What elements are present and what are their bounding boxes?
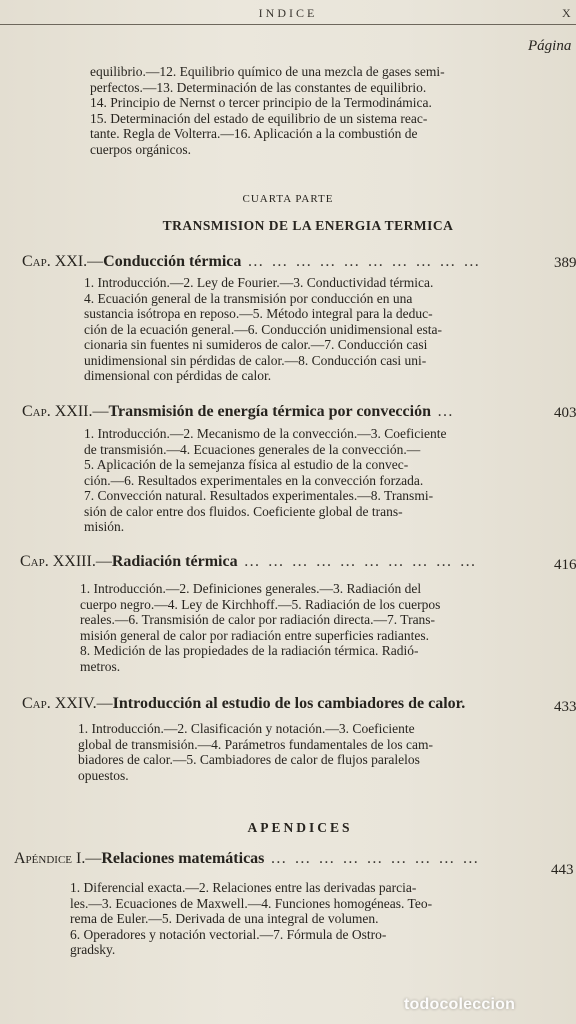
summary-line: biadores de calor.—5. Cambiadores de calor de flujos paralelos <box>78 752 420 767</box>
summary-line: rema de Euler.—5. Derivada de una integral de volumen. <box>70 911 379 926</box>
chapter-page-number: 416 <box>554 557 576 573</box>
appendix-summary-i <box>70 880 548 958</box>
appendix-heading-i <box>14 850 524 868</box>
chapter-number: Cap. XXII.— <box>22 403 109 420</box>
chapter-number: Cap. XXIV.— <box>22 695 113 712</box>
summary-line: equilibrio.—12. Equilibrio químico de una mezcla de gases semi- <box>90 64 445 79</box>
summary-line: perfectos.—13. Determinación de las constantes de equilibrio. <box>90 79 427 95</box>
summary-line: les.—3. Ecuaciones de Maxwell.—4. Funciones homogéneas. Teo- <box>70 895 433 911</box>
chapter-summary-xxiii <box>80 581 548 674</box>
summary-line: misión general de calor por radiación entre superficies radiantes. <box>80 627 429 643</box>
chapter-page-number: 389 <box>554 255 576 271</box>
appendix-number: Apéndice I.— <box>14 850 102 867</box>
summary-line: tante. Regla de Volterra.—16. Aplicación a la combustión de <box>90 126 418 141</box>
chapter-title: Introducción al estudio de los cambiadores de calor. <box>112 695 466 712</box>
summary-line: cionaria sin fuentes ni sumideros de calor.—7. Conducción casi <box>84 337 428 352</box>
chapter-title: Radiación térmica <box>111 553 238 570</box>
summary-line: global de transmisión.—4. Parámetros fundamentales de los cam- <box>78 736 434 752</box>
chapter-heading-xxiv <box>22 695 532 713</box>
part-title: TRANSMISION DE LA ENERGIA TERMICA <box>162 218 454 233</box>
dot-leader: … <box>430 403 455 420</box>
summary-line: gradsky. <box>70 942 116 957</box>
summary-line: 6. Operadores y notación vectorial.—7. Fórmula de Ostro- <box>70 926 387 942</box>
chapter-heading-xxii <box>22 403 532 421</box>
summary-line: 1. Introducción.—2. Ley de Fourier.—3. Conductividad térmica. <box>84 275 434 290</box>
summary-line: 7. Convección natural. Resultados experimentales.—8. Transmi- <box>84 488 434 503</box>
summary-line: ción.—6. Resultados experimentales en la convección forzada. <box>84 472 424 488</box>
header-rule <box>0 24 576 25</box>
summary-line: 15. Determinación del estado de equilibrio de un sistema reac- <box>90 110 428 126</box>
summary-line: 1. Diferencial exacta.—2. Relaciones entre las derivadas parcia- <box>70 880 417 895</box>
part-label: CUARTA PARTE <box>242 193 334 205</box>
summary-line: 4. Ecuación general de la transmisión por conducción en una <box>84 290 413 306</box>
chapter-heading-xxi <box>22 253 532 271</box>
page-column-header: Página <box>528 38 572 54</box>
summary-line: 1. Introducción.—2. Mecanismo de la convección.—3. Coeficiente <box>84 426 447 441</box>
dot-leader: … … … … … … … … … <box>264 850 481 867</box>
summary-line: dimensional con pérdidas de calor. <box>84 368 272 383</box>
summary-line: reales.—6. Transmisión de calor por radiación directa.—7. Trans- <box>80 612 436 627</box>
chapter-title: Transmisión de energía térmica por convección <box>108 403 431 420</box>
summary-line: opuestos. <box>78 767 129 783</box>
summary-line: misión. <box>84 519 125 534</box>
chapter-page-number: 433 <box>554 699 576 715</box>
appendix-page-number: 443 <box>551 862 574 878</box>
appendix-title: Relaciones matemáticas <box>101 850 265 867</box>
dot-leader: … … … … … … … … … … <box>237 553 478 570</box>
summary-line: metros. <box>80 658 121 674</box>
summary-line: 8. Medición de las propiedades de la radiación térmica. Radió- <box>80 643 419 658</box>
chapter-summary-xxi <box>84 275 548 384</box>
summary-line: 1. Introducción.—2. Clasificación y notación.—3. Coeficiente <box>78 721 415 736</box>
chapter-summary-xxii <box>84 426 546 535</box>
chapter-number: Cap. XXIII.— <box>20 553 112 570</box>
chapter-number: Cap. XXI.— <box>22 253 104 270</box>
dot-leader: … … … … … … … … … … <box>241 253 482 270</box>
chapter-title: Conducción térmica <box>103 253 242 270</box>
summary-line: sión de calor entre dos fluidos. Coeficiente global de trans- <box>84 503 403 519</box>
appendices-title: APENDICES <box>247 820 353 835</box>
summary-line: 14. Principio de Nernst o tercer principio de la Termodinámica. <box>90 95 432 110</box>
running-head-page-mark: X <box>562 6 571 20</box>
summary-line: cuerpos orgánicos. <box>90 141 191 157</box>
site-watermark: todocoleccion <box>404 996 516 1013</box>
chapter-heading-xxiii <box>20 553 530 571</box>
intro-summary <box>90 64 552 157</box>
summary-line: sustancia isótropa en reposo.—5. Método integral para la deduc- <box>84 306 433 321</box>
chapter-page-number: 403 <box>554 405 576 421</box>
running-head: INDICE <box>258 6 318 20</box>
summary-line: 1. Introducción.—2. Definiciones generales.—3. Radiación del <box>80 581 422 596</box>
chapter-summary-xxiv <box>78 721 546 783</box>
summary-line: ción de la ecuación general.—6. Conducción unidimensional esta- <box>84 321 443 337</box>
summary-line: de transmisión.—4. Ecuaciones generales de la convección.— <box>84 441 421 457</box>
summary-line: cuerpo negro.—4. Ley de Kirchhoff.—5. Radiación de los cuerpos <box>80 596 441 612</box>
summary-line: 5. Aplicación de la semejanza física al estudio de la convec- <box>84 457 409 472</box>
summary-line: unidimensional sin pérdidas de calor.—8. Conducción casi uni- <box>84 352 427 368</box>
